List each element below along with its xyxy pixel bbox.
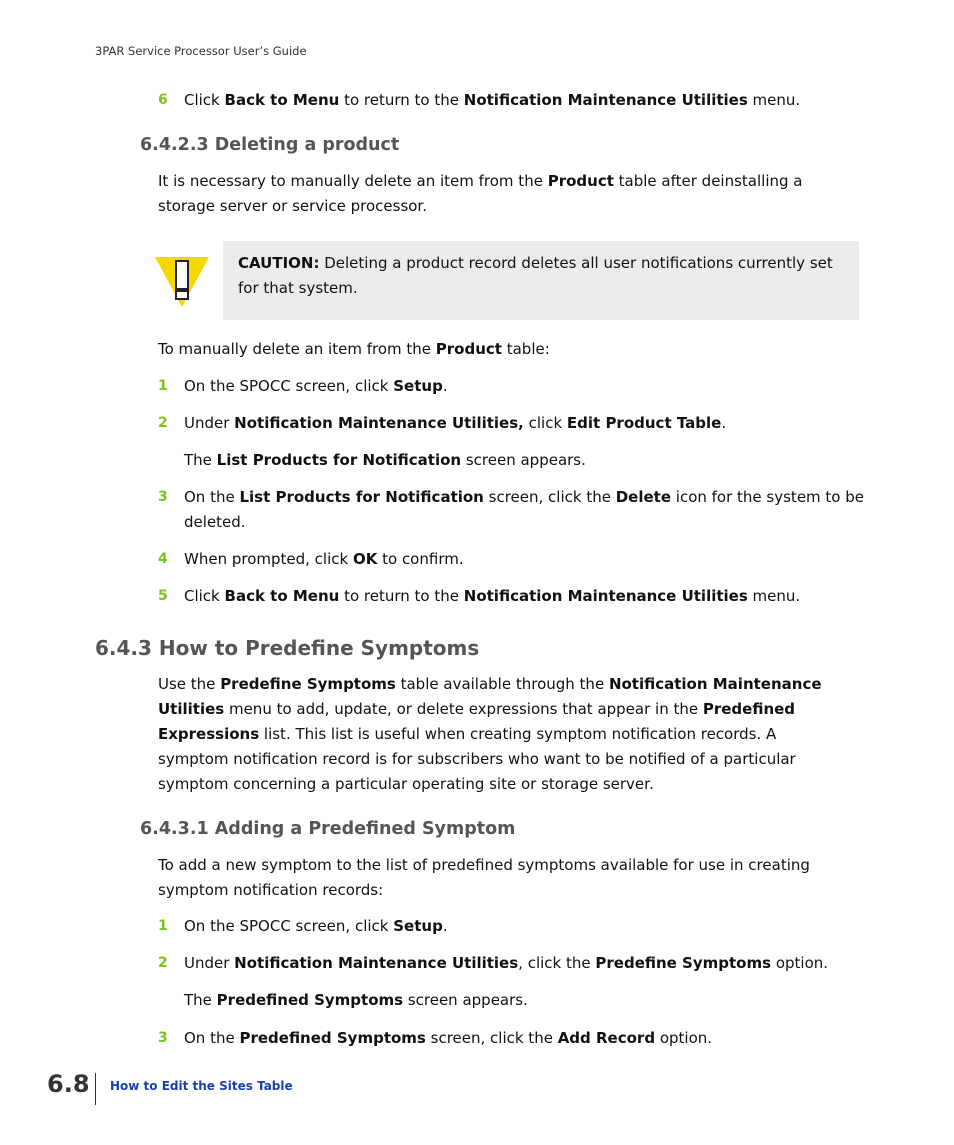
running-header: 3PAR Service Processor User’s Guide (95, 44, 307, 58)
step-text: Under Notification Maintenance Utilities, click Edit Product Table. (184, 414, 727, 432)
step-text: Click Back to Menu to return to the Notification Maintenance Utilities menu. (184, 587, 801, 605)
paragraph: It is necessary to manually delete an item from the Product table after deinstalling a storage server or service processor. (158, 172, 803, 215)
step-number: 3 (158, 489, 168, 505)
step-number: 4 (158, 551, 168, 567)
step-text: Under Notification Maintenance Utilities, click the Predefine Symptoms option. (184, 954, 829, 972)
page-number: 6.8 (47, 1070, 90, 1098)
step-text: On the SPOCC screen, click Setup. (184, 377, 448, 395)
step-text: Click Back to Menu to return to the Notification Maintenance Utilities menu. (184, 91, 801, 109)
step-result: The Predefined Symptoms screen appears. (184, 991, 528, 1009)
caution-text: CAUTION: Deleting a product record deletes all user notifications currently set for that system. (238, 254, 833, 297)
footer-divider (95, 1073, 96, 1105)
caution-box (223, 241, 859, 320)
footer-section-link[interactable]: How to Edit the Sites Table (110, 1079, 293, 1093)
step-number: 3 (158, 1030, 168, 1046)
section-heading: 6.4.3.1 Adding a Predefined Symptom (140, 819, 516, 839)
step-text: On the List Products for Notification screen, click the Delete icon for the system to be deleted. (184, 488, 865, 531)
step-number: 2 (158, 955, 168, 971)
paragraph: To add a new symptom to the list of predefined symptoms available for use in creating symptom notification records: (158, 856, 810, 899)
section-heading: 6.4.3 How to Predefine Symptoms (95, 636, 480, 660)
step-number: 5 (158, 588, 168, 604)
step-number: 1 (158, 918, 168, 934)
step-result: The List Products for Notification screen appears. (184, 451, 586, 469)
step-text: On the SPOCC screen, click Setup. (184, 917, 448, 935)
section-heading: 6.4.2.3 Deleting a product (140, 135, 400, 155)
paragraph: Use the Predefine Symptoms table available through the Notification Maintenance Utilities menu to add, update, or delete expressions that appear in the Predefined Expressions list. This list is useful when creating symptom notification records. A symptom notification record is for subscribers who want to be notified of a particular symptom concerning a particular operating site or storage server. (158, 675, 822, 793)
paragraph: To manually delete an item from the Product table: (158, 340, 550, 358)
step-text: On the Predefined Symptoms screen, click the Add Record option. (184, 1029, 713, 1047)
step-number: 1 (158, 378, 168, 394)
caution-icon (153, 255, 211, 309)
step-number: 6 (158, 92, 168, 108)
step-text: When prompted, click OK to confirm. (184, 550, 464, 568)
step-number: 2 (158, 415, 168, 431)
